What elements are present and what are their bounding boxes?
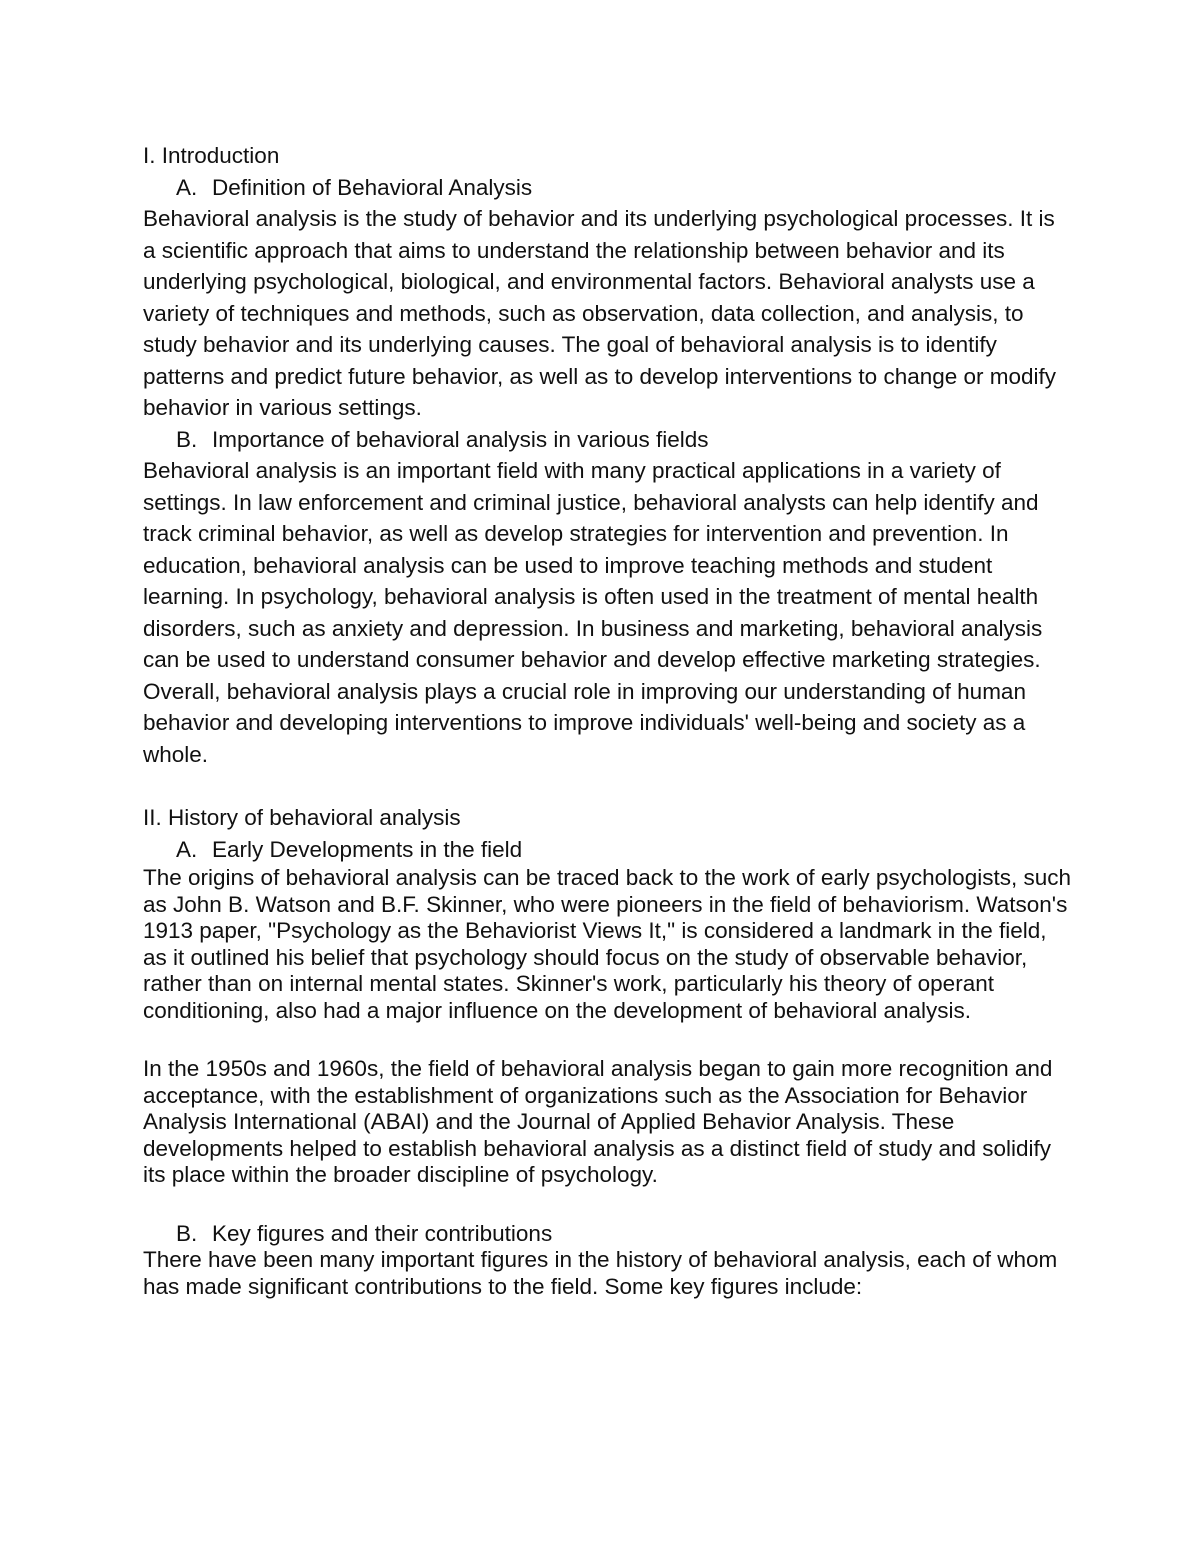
section-1-heading: I. Introduction — [143, 143, 280, 168]
paragraph-gap — [143, 1189, 1073, 1221]
section-1b-heading — [143, 424, 1073, 456]
section-1b-body: Behavioral analysis is an important field with many practical applications in a variety of settings. In law enforcement and criminal justice, behavioral analysts can help identify and track criminal behavior, as well as develop strategies for intervention and prevention. In education, behavioral analysis can be used to improve teaching methods and student learning. In psychology, behavioral analysis is often used in the treatment of mental health disorders, such as anxiety and depression. In business and marketing, behavioral analysis can be used to understand consumer behavior and develop effective marketing strategies. Overall, behavioral analysis plays a crucial role in improving our understanding of human behavior and developing interventions to improve individuals' well-being and society as a whole. — [143, 458, 1043, 767]
section-2b-marker: B. — [176, 1220, 198, 1246]
document-page — [143, 140, 1073, 1300]
paragraph-gap — [143, 1024, 1073, 1056]
section-2a-title: Early Developments in the field — [212, 836, 523, 862]
paragraph-gap — [143, 770, 1073, 802]
section-1a-title: Definition of Behavioral Analysis — [212, 174, 533, 200]
section-2b-title: Key figures and their contributions — [212, 1220, 553, 1246]
section-2a-body-2: In the 1950s and 1960s, the field of behavioral analysis began to gain more recognition and acceptance, with the establishment of organizations such as the Association for Behavior Analysis International (ABAI) and the Journal of Applied Behavior Analysis. These developments helped to establish behavioral analysis as a distinct field of study and solidify its place within the broader discipline of psychology. — [143, 1056, 1053, 1187]
section-1b-marker: B. — [176, 426, 198, 452]
section-2b-heading — [143, 1221, 1073, 1248]
section-1b-title: Importance of behavioral analysis in various fields — [212, 426, 709, 452]
section-2a-body-1: The origins of behavioral analysis can be traced back to the work of early psychologists, such as John B. Watson and B.F. Skinner, who were pioneers in the field of behaviorism. Watson's 1913 paper, "Psychology as the Behaviorist Views It," is considered a landmark in the field, as it outlined his belief that psychology should focus on the study of observable behavior, rather than on internal mental states. Skinner's work, particularly his theory of operant conditioning, also had a major influence on the development of behavioral analysis. — [143, 865, 1071, 1023]
section-2-heading: II. History of behavioral analysis — [143, 805, 461, 830]
section-1a-heading — [143, 172, 1073, 204]
section-1a-marker: A. — [176, 174, 198, 200]
section-1a-body: Behavioral analysis is the study of behavior and its underlying psychological processes. It is a scientific approach that aims to understand the relationship between behavior and its underlying psychological, biological, and environmental factors. Behavioral analysts use a variety of techniques and methods, such as observation, data collection, and analysis, to study behavior and its underlying causes. The goal of behavioral analysis is to identify patterns and predict future behavior, as well as to develop interventions to change or modify behavior in various settings. — [143, 206, 1057, 420]
section-2a-heading — [143, 834, 1073, 866]
section-2a-marker: A. — [176, 836, 198, 862]
section-2b-body: There have been many important figures in the history of behavioral analysis, each of whom has made significant contributions to the field. Some key figures include: — [143, 1247, 1058, 1299]
